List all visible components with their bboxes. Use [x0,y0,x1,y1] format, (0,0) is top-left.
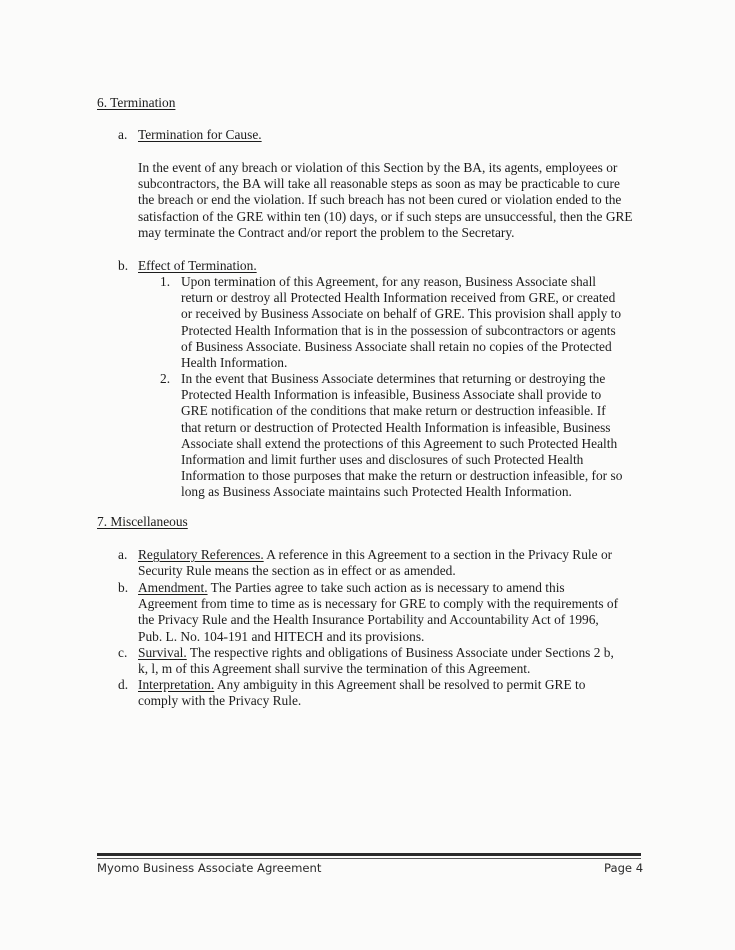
section-7d-text [138,677,585,709]
section-7c-marker: c. [118,645,128,660]
section-7a-text [138,547,612,579]
paragraph-line [138,645,614,661]
section-6b-item-1-text [181,274,621,371]
section-6b-title: Effect of Termination. [138,258,257,273]
paragraph-line: comply with the Privacy Rule. [138,693,302,709]
paragraph-line: Information and limit further uses and disclosures of such Protected Health [181,452,584,468]
paragraph-line: Security Rule means the section as in effect or as amended. [138,563,456,579]
section-6a-title: Termination for Cause. [138,127,262,142]
paragraph-line: may terminate the Contract and/or report the problem to the Secretary. [138,224,515,240]
section-7b-text [138,580,618,645]
paragraph-line: Upon termination of this Agreement, for any reason, Business Associate shall [181,274,597,289]
section-6b-marker: b. [118,258,129,273]
paragraph-line: In the event that Business Associate determines that returning or destroying the [181,371,606,386]
paragraph-line: Associate shall extend the protections of this Agreement to such Protected Health [181,435,618,451]
section-7b-first-line: The Parties agree to take such action as is necessary to amend this [207,580,565,595]
section-6-heading: 6. Termination [97,95,176,110]
footer-document-title: Myomo Business Associate Agreement [97,861,322,875]
section-7d-marker: d. [118,677,129,692]
paragraph-line: the breach or end the violation. If such breach has not been cured or violation ended to the [138,192,622,208]
section-7d-first-line: Any ambiguity in this Agreement shall be resolved to permit GRE to [214,677,586,692]
paragraph-line: Protected Health Information is infeasible, Business Associate shall provide to [181,387,602,403]
paragraph-line [138,677,585,693]
footer-rule-thin [97,858,641,859]
section-7a-title: Regulatory References. [138,547,264,562]
section-7c-text [138,645,614,677]
paragraph-line: return or destroy all Protected Health Information received from GRE, or created [181,290,616,306]
section-7c-title: Survival. [138,645,187,660]
section-7c-first-line: The respective rights and obligations of Business Associate under Sections 2 b, [186,645,614,660]
section-7-heading: 7. Miscellaneous [97,514,188,529]
section-6a-marker: a. [118,127,128,142]
paragraph-line: Health Information. [181,355,288,371]
paragraph-line: long as Business Associate maintains such Protected Health Information. [181,484,572,500]
paragraph-line: Information to those purposes that make the return or destruction infeasible, for so [181,468,623,484]
section-7a-first-line: A reference in this Agreement to a section in the Privacy Rule or [263,547,613,562]
section-7b-marker: b. [118,580,129,595]
footer-page-number: Page 4 [604,861,644,875]
paragraph-line: In the event of any breach or violation of this Section by the BA, its agents, employees or [138,160,618,175]
paragraph-line: that return or destruction of Protected Health Information is infeasible, Business [181,419,611,435]
section-6b-item-2-marker: 2. [160,371,171,386]
paragraph-line: k, l, m of this Agreement shall survive the termination of this Agreement. [138,661,531,677]
section-6b-item-2-text [181,371,622,501]
paragraph-line: Agreement from time to time as is necessary for GRE to comply with the requirements of [138,596,619,612]
section-7d-title: Interpretation. [138,677,215,692]
paragraph-line: satisfaction of the GRE within ten (10) days, or if such steps are unsuccessful, then the GRE [138,208,633,224]
paragraph-line: Pub. L. No. 104-191 and HITECH and its provisions. [138,628,425,644]
paragraph-line: GRE notification of the conditions that make return or destruction infeasible. If [181,403,606,419]
paragraph-line [138,580,618,596]
section-6b-item-1-marker: 1. [160,274,171,289]
section-7b-title: Amendment. [138,580,208,595]
paragraph-line: of Business Associate. Business Associate shall retain no copies of the Protected [181,338,612,354]
section-7a-marker: a. [118,547,128,562]
paragraph-line: the Privacy Rule and the Health Insurance Portability and Accountability Act of 1996, [138,612,599,628]
paragraph-line: subcontractors, the BA will take all reasonable steps as soon as may be practicable to cure [138,176,620,192]
footer-rule-thick [97,853,641,856]
paragraph-line: Protected Health Information that is in the possession of subcontractors or agents [181,322,616,338]
section-6a-paragraph [138,160,633,241]
paragraph-line: or received by Business Associate on behalf of GRE. This provision shall apply to [181,306,622,322]
paragraph-line [138,547,612,563]
